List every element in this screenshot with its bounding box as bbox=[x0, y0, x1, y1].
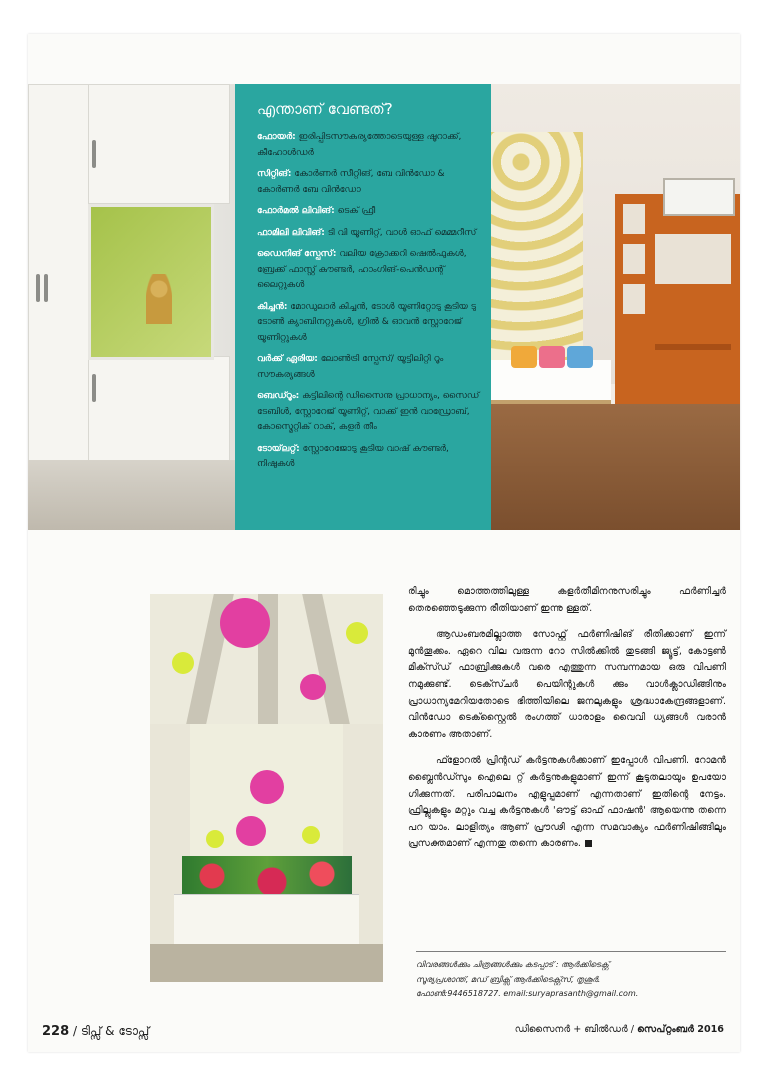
list-item: ഫോർമൽ ലിവിങ്: ടെക് ഫ്രീ bbox=[257, 206, 376, 216]
list-item: ബെഡ്റൂം: കട്ടിലിന്റെ ഡിസൈനു പ്രാധാന്യം, സൈഡ് ടേബിൾ, സ്റ്റോറേജ് യൂണിറ്റ്, വാക്ക് ഇൻ വാഡ്രോബ്, കോസ്മെറ്റിക് റാക്, കളർ തീം bbox=[257, 391, 480, 432]
pink-dot bbox=[236, 816, 266, 846]
pink-dot bbox=[250, 770, 284, 804]
study-shelf-unit bbox=[615, 194, 740, 408]
list-item: ടോയ്‌ലറ്റ്: സ്റ്റോറേജോടു കൂടിയ വാഷ് കൗണ്ടർ, നിഷുകൾ bbox=[257, 443, 449, 469]
buddha-statue bbox=[146, 274, 172, 324]
bedroom-photo bbox=[150, 594, 383, 982]
bed-base bbox=[174, 894, 359, 945]
list-item: വർക്ക് ഏരിയ: ലോൺട്രി സ്പേസ്/ യൂട്ടിലിറ്റി റൂം സൗകര്യങ്ങൾ bbox=[257, 354, 444, 380]
kids-room-photo bbox=[491, 84, 740, 530]
paragraph: ആഡംബരമില്ലാത്ത സോഫ്റ്റ് ഫർണിഷിങ് രീതിക്കാണ് ഇന്ന് മുൻതൂക്കം. ഏറെ വില വരുന്ന റോ സിൽക്കിൽ തുടങ്ങി ജ്യൂട്ട്, കോട്ടൺ മിക്സ്ഡ് ഫാബ്രിക്കുകൾ വരെ എത്തുന്ന സമ്പന്നമായ ഒരു വിപണി നമുക്കുണ്ട്. ടെക്സ്ചർ പെയിന്റുകൾ ക്കും വാൾക്ലാഡിങ്ങിനും പ്രാധാന്യമേറിയതോടെ ഭിത്തിയിലെ ജനലുകളും ശ്രദ്ധാകേന്ദ്രങ്ങളാണ്. വിൻഡോ ടെക്സ്റ്റൈൽ രംഗത്ത് ധാരാളം വൈവി ധ്യങ്ങൾ വരാൻ കാരണം അതാണ്. bbox=[408, 629, 726, 740]
wooden-floor bbox=[491, 404, 740, 530]
page-number: 228 bbox=[42, 1024, 70, 1039]
article-body bbox=[408, 584, 726, 863]
requirements-box bbox=[235, 84, 491, 530]
list-item: ഡൈനിങ് സ്പേസ്: വലിയ ക്രോക്കറി ഷെൽഫുകൾ, ബ്രേക്ക് ഫാസ്റ്റ് കൗണ്ടർ, ഹാംഗിങ്-പെൻഡന്റ് ലൈറ്റുകൾ bbox=[257, 249, 467, 290]
wall-poster bbox=[663, 178, 735, 216]
yellow-dot bbox=[172, 652, 194, 674]
issue-date: സെപ്റ്റംബർ 2016 bbox=[637, 1024, 724, 1035]
wardrobe-niche-photo bbox=[28, 84, 235, 530]
paragraph: രിച്ചും മൊത്തത്തിലുള്ള കളർതീമിനനുസരിച്ചും ഫർണിച്ചർ തെരഞ്ഞെടുക്കുന്ന രീതിയാണ് ഇന്നു ള്ളത്. bbox=[408, 586, 726, 614]
magazine-page bbox=[28, 34, 740, 1052]
floor bbox=[28, 460, 235, 530]
door-handle bbox=[92, 374, 96, 402]
list-item: കിച്ചൻ: മോഡുലാർ കിച്ചൻ, ടോൾ യൂണിറ്റോടു കൂടിയ ടു ടോൺ ക്യാബിനറ്റുകൾ, ഗ്രിൽ & ഓവൻ സ്റ്റോറേജ് യൂണിറ്റുകൾ bbox=[257, 301, 476, 343]
cushion bbox=[539, 346, 565, 368]
list-item: സിറ്റിങ്: കോർണർ സീറ്റിങ്, ബേ വിൻഡോ & കോർണർ ബേ വിൻഡോ bbox=[257, 169, 445, 195]
door-handle bbox=[92, 140, 96, 168]
yellow-dot bbox=[206, 830, 224, 848]
section-name: / ടിപ്സ് & ടോപ്സ് bbox=[72, 1024, 150, 1038]
wardrobe-door-top bbox=[88, 84, 230, 204]
box-title: എന്താണ് വേണ്ടത്? bbox=[257, 100, 393, 118]
patterned-curtain bbox=[491, 132, 583, 360]
credits-contact: ഫോൺ:9446518727. email:suryaprasanth@gmail.com. bbox=[416, 989, 639, 998]
requirements-list bbox=[257, 130, 483, 479]
door-handle bbox=[44, 274, 48, 302]
credits-line: വിവരങ്ങൾക്കും ചിത്രങ്ങൾക്കും കടപ്പാട് : ആർക്കിടെക്റ്റ് bbox=[416, 960, 609, 969]
magazine-name: ഡിസൈനർ + ബിൽഡർ / bbox=[514, 1024, 634, 1035]
yellow-dot bbox=[346, 622, 368, 644]
list-item: ഫാമിലി ലിവിങ്: ടി വി യൂണിറ്റ്, വാൾ ഓഫ് മെമ്മറീസ് bbox=[257, 227, 477, 238]
floor bbox=[150, 944, 383, 982]
footer-left bbox=[42, 1024, 149, 1039]
credits-line: സൂര്യപ്രശാന്ത്, മഡ് ബ്രിക്സ് ആർക്കിടെക്റ്റ്സ്, തൃശൂർ. bbox=[416, 974, 601, 984]
pink-dot bbox=[300, 674, 326, 700]
yellow-dot bbox=[302, 826, 320, 844]
wardrobe-door-bottom bbox=[88, 356, 230, 462]
pink-dot bbox=[220, 598, 270, 648]
credits-block bbox=[416, 951, 726, 1002]
end-mark-icon bbox=[585, 840, 592, 847]
list-item: ഫോയർ: ഇരിപ്പിടസൗകര്യത്തോടെയുള്ള ഷൂറാക്ക്, കീഹോൾഡർ bbox=[257, 132, 462, 158]
cushion bbox=[511, 346, 537, 368]
footer-right bbox=[515, 1024, 724, 1035]
paragraph: ഫ്ളോറൽ പ്രിന്റഡ് കർട്ടനുകൾക്കാണ് ഇപ്പോൾ വിപണി. റോമൻ ബ്ലൈൻഡ്സും ഐലെ റ്റ് കർട്ടനുകളുമാണ് ഇന്ന് കൂടുതലായും ഉപയോ ഗിക്കുന്നത്. പരിപാലനം എളുപ്പമാണ് എന്നതാണ് ഇതിന്റെ നേട്ടം. ഫ്രില്ലുകളും മറ്റും വച്ച കർട്ടനുകൾ 'ഔട്ട് ഓഫ് ഫാഷൻ' ആയെന്നു തന്നെ പറ യാം. ലാളിത്യം ആണ് പ്രൗഢി എന്ന സമവാക്യം ഫർണിഷിങ്ങിലും പ്രസക്തമാണ് എന്നതു തന്നെ കാരണം. bbox=[408, 755, 726, 850]
door-handle bbox=[36, 274, 40, 302]
wardrobe-door-left bbox=[28, 84, 90, 462]
cushion bbox=[567, 346, 593, 368]
